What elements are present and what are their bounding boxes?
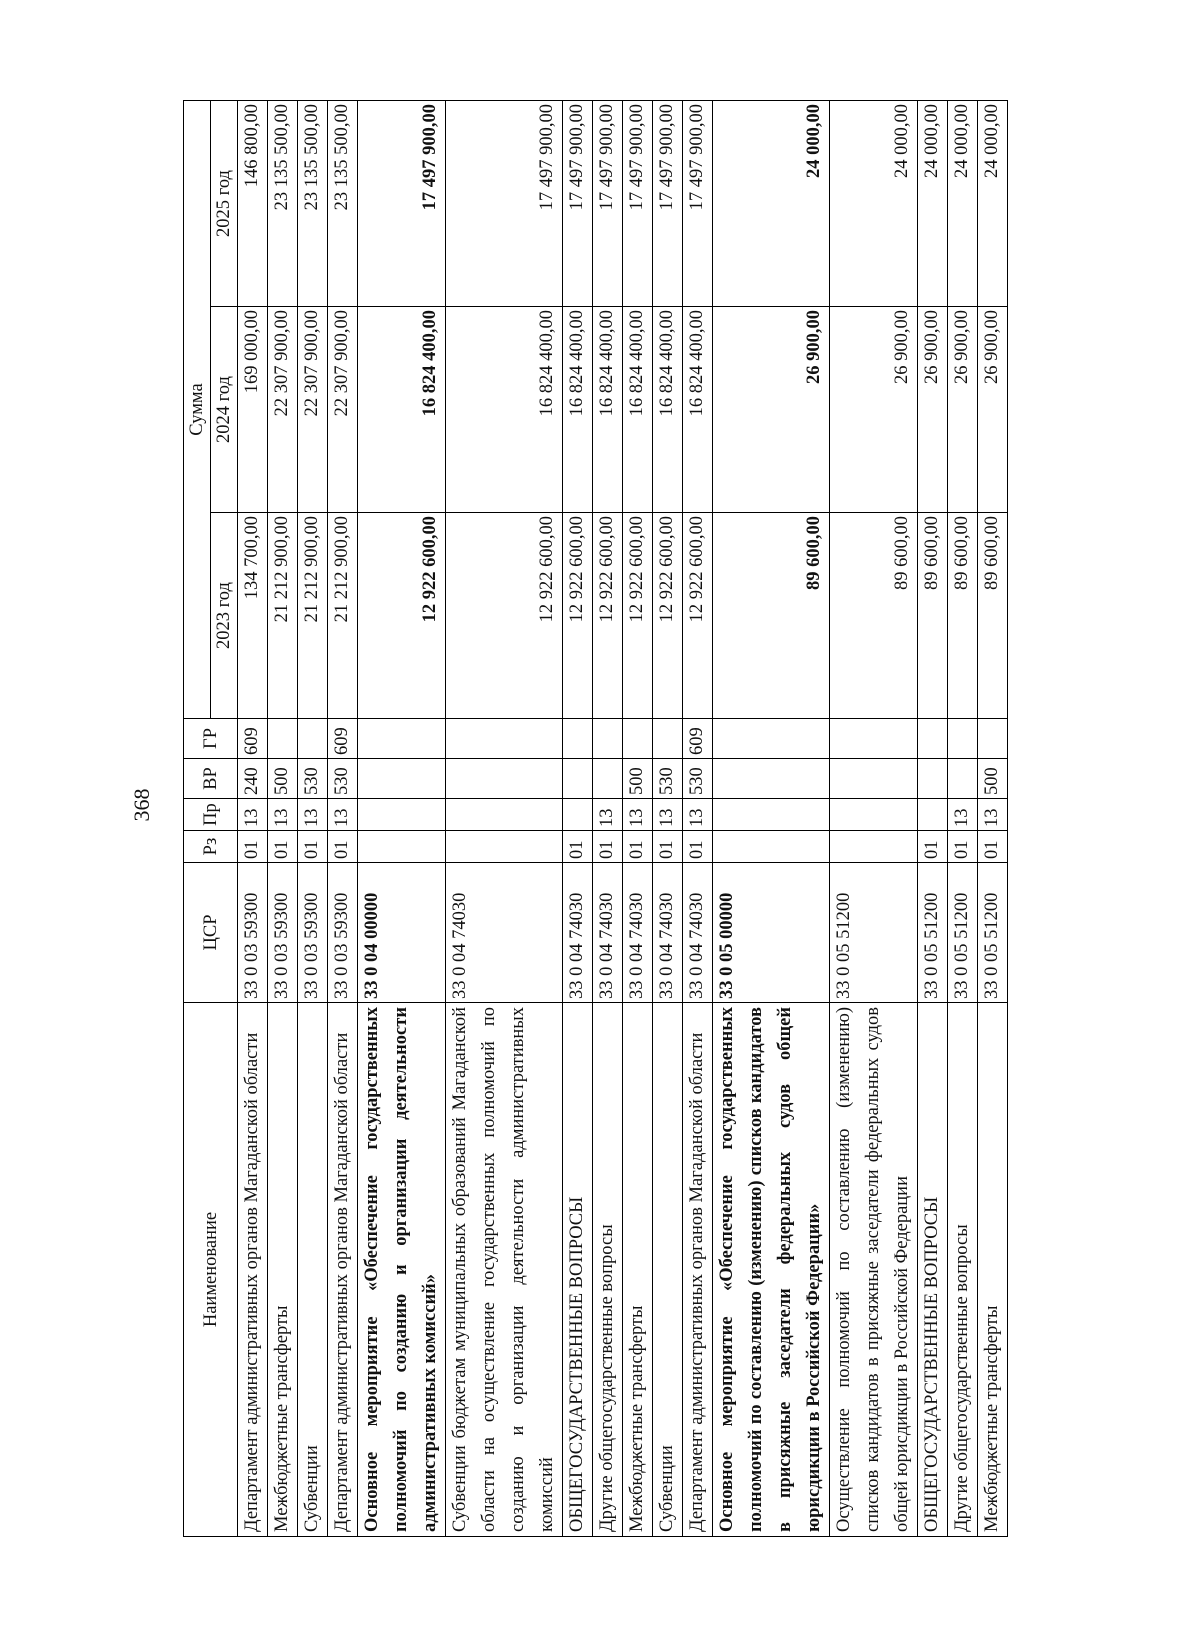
cell-csr: 33 0 04 74030: [683, 863, 713, 1003]
header-year-2024: 2024 год: [211, 307, 238, 513]
cell-2024: 26 900,00: [713, 307, 830, 513]
cell-csr: 33 0 04 74030: [446, 863, 563, 1003]
cell-2023: 12 922 600,00: [446, 513, 563, 719]
cell-vr: 530: [683, 759, 713, 799]
cell-pr: 13: [238, 799, 268, 831]
header-year-2025: 2025 год: [211, 100, 238, 306]
cell-name: Основное мероприятие «Обеспечение государственных полномочий по составлению (изменению) списков кандидатов в присяжные заседатели федеральных судов общей юрисдикции в Российской Федерации»: [713, 1003, 830, 1537]
cell-gr: 609: [683, 719, 713, 759]
table-row: [238, 100, 268, 1536]
cell-2024: 169 000,00: [238, 307, 268, 513]
cell-2024: 16 824 400,00: [593, 307, 623, 513]
cell-vr: 530: [298, 759, 328, 799]
cell-2023: 89 600,00: [830, 513, 918, 719]
cell-pr: [446, 799, 563, 831]
cell-2023: 21 212 900,00: [298, 513, 328, 719]
cell-2025: 17 497 900,00: [563, 100, 593, 306]
cell-rz: 01: [948, 831, 978, 863]
cell-gr: [948, 719, 978, 759]
cell-gr: [978, 719, 1008, 759]
cell-2023: 89 600,00: [948, 513, 978, 719]
cell-name: Основное мероприятие «Обеспечение государственных полномочий по созданию и организации деятельности административных комиссий»: [358, 1003, 446, 1537]
cell-rz: 01: [683, 831, 713, 863]
cell-pr: 13: [593, 799, 623, 831]
table-header: [184, 100, 238, 1536]
table-row: [298, 100, 328, 1536]
header-year-2023: 2023 год: [211, 513, 238, 719]
cell-name: Субвенции: [653, 1003, 683, 1537]
table-row: [713, 100, 830, 1536]
cell-2023: 89 600,00: [978, 513, 1008, 719]
cell-2025: 17 497 900,00: [358, 100, 446, 306]
table-row: [978, 100, 1008, 1536]
cell-csr: 33 0 03 59300: [238, 863, 268, 1003]
table-row: [328, 100, 358, 1536]
cell-vr: [948, 759, 978, 799]
cell-pr: [713, 799, 830, 831]
cell-2023: 12 922 600,00: [593, 513, 623, 719]
cell-2023: 89 600,00: [918, 513, 948, 719]
cell-vr: 530: [653, 759, 683, 799]
cell-name: Субвенции бюджетам муниципальных образований Магаданской области на осуществление государственных полномочий по созданию и организации деятельности административных комиссий: [446, 1003, 563, 1537]
cell-2025: 17 497 900,00: [653, 100, 683, 306]
header-rz: Рз: [184, 831, 238, 863]
cell-gr: [918, 719, 948, 759]
cell-2023: 89 600,00: [713, 513, 830, 719]
cell-rz: [713, 831, 830, 863]
cell-name: Департамент административных органов Магаданской области: [328, 1003, 358, 1537]
cell-gr: [830, 719, 918, 759]
cell-rz: [830, 831, 918, 863]
cell-gr: [268, 719, 298, 759]
cell-csr: 33 0 05 51200: [978, 863, 1008, 1003]
cell-2025: 17 497 900,00: [593, 100, 623, 306]
cell-vr: [918, 759, 948, 799]
cell-2025: 23 135 500,00: [328, 100, 358, 306]
rotated-table-wrapper: [183, 101, 1073, 1537]
cell-pr: 13: [623, 799, 653, 831]
cell-name: Департамент административных органов Магаданской области: [238, 1003, 268, 1537]
cell-vr: 500: [268, 759, 298, 799]
cell-name: Другие общегосударственные вопросы: [948, 1003, 978, 1537]
header-sum: Сумма: [184, 100, 211, 718]
cell-gr: [446, 719, 563, 759]
cell-2024: 16 824 400,00: [623, 307, 653, 513]
cell-rz: 01: [653, 831, 683, 863]
cell-gr: [593, 719, 623, 759]
cell-2023: 21 212 900,00: [268, 513, 298, 719]
cell-rz: 01: [238, 831, 268, 863]
cell-2025: 23 135 500,00: [298, 100, 328, 306]
cell-name: Межбюджетные трансферты: [268, 1003, 298, 1537]
cell-pr: 13: [298, 799, 328, 831]
cell-pr: [358, 799, 446, 831]
cell-vr: 240: [238, 759, 268, 799]
cell-2023: 12 922 600,00: [683, 513, 713, 719]
cell-csr: 33 0 05 00000: [713, 863, 830, 1003]
cell-csr: 33 0 05 51200: [918, 863, 948, 1003]
cell-gr: [713, 719, 830, 759]
header-csr: ЦСР: [184, 863, 238, 1003]
table-row: [358, 100, 446, 1536]
cell-vr: 500: [623, 759, 653, 799]
table-row: [593, 100, 623, 1536]
cell-vr: 500: [978, 759, 1008, 799]
cell-2025: 24 000,00: [948, 100, 978, 306]
cell-pr: 13: [683, 799, 713, 831]
header-name: Наименование: [184, 1003, 238, 1537]
cell-pr: [918, 799, 948, 831]
table-row: [948, 100, 978, 1536]
cell-2024: 16 824 400,00: [653, 307, 683, 513]
cell-2024: 22 307 900,00: [328, 307, 358, 513]
cell-csr: 33 0 03 59300: [328, 863, 358, 1003]
cell-name: Осуществление полномочий по составлению (изменению) списков кандидатов в присяжные заседатели федеральных судов общей юрисдикции в Российской Федерации: [830, 1003, 918, 1537]
table-row: [623, 100, 653, 1536]
cell-csr: 33 0 04 00000: [358, 863, 446, 1003]
cell-2025: 24 000,00: [713, 100, 830, 306]
cell-name: ОБЩЕГОСУДАРСТВЕННЫЕ ВОПРОСЫ: [563, 1003, 593, 1537]
cell-vr: [563, 759, 593, 799]
cell-2024: 26 900,00: [978, 307, 1008, 513]
cell-rz: 01: [623, 831, 653, 863]
cell-2025: 17 497 900,00: [683, 100, 713, 306]
cell-rz: 01: [918, 831, 948, 863]
cell-2025: 146 800,00: [238, 100, 268, 306]
cell-csr: 33 0 05 51200: [830, 863, 918, 1003]
cell-2025: 24 000,00: [978, 100, 1008, 306]
cell-2024: 16 824 400,00: [446, 307, 563, 513]
table-row: [830, 100, 918, 1536]
cell-2023: 12 922 600,00: [563, 513, 593, 719]
cell-2023: 134 700,00: [238, 513, 268, 719]
cell-gr: 609: [328, 719, 358, 759]
table-body: [238, 100, 1008, 1536]
cell-vr: [358, 759, 446, 799]
header-gr: ГР: [184, 719, 238, 759]
cell-csr: 33 0 04 74030: [653, 863, 683, 1003]
budget-table: [183, 100, 1008, 1537]
cell-2024: 16 824 400,00: [358, 307, 446, 513]
cell-2025: 17 497 900,00: [446, 100, 563, 306]
cell-vr: [446, 759, 563, 799]
cell-pr: 13: [328, 799, 358, 831]
cell-gr: [358, 719, 446, 759]
cell-2024: 26 900,00: [918, 307, 948, 513]
table-row: [918, 100, 948, 1536]
cell-gr: [653, 719, 683, 759]
cell-2025: 24 000,00: [918, 100, 948, 306]
cell-name: Другие общегосударственные вопросы: [593, 1003, 623, 1537]
cell-csr: 33 0 04 74030: [563, 863, 593, 1003]
cell-name: ОБЩЕГОСУДАРСТВЕННЫЕ ВОПРОСЫ: [918, 1003, 948, 1537]
cell-gr: 609: [238, 719, 268, 759]
cell-csr: 33 0 03 59300: [298, 863, 328, 1003]
cell-csr: 33 0 04 74030: [623, 863, 653, 1003]
cell-pr: [563, 799, 593, 831]
cell-rz: 01: [563, 831, 593, 863]
cell-rz: 01: [978, 831, 1008, 863]
header-pr: Пр: [184, 799, 238, 831]
cell-2023: 12 922 600,00: [653, 513, 683, 719]
table-row: [268, 100, 298, 1536]
table-row: [563, 100, 593, 1536]
cell-rz: [358, 831, 446, 863]
cell-name: Департамент административных органов Магаданской области: [683, 1003, 713, 1537]
cell-2025: 24 000,00: [830, 100, 918, 306]
cell-csr: 33 0 04 74030: [593, 863, 623, 1003]
cell-rz: 01: [268, 831, 298, 863]
cell-2024: 22 307 900,00: [268, 307, 298, 513]
cell-rz: 01: [593, 831, 623, 863]
header-vr: ВР: [184, 759, 238, 799]
cell-gr: [298, 719, 328, 759]
cell-gr: [563, 719, 593, 759]
table-row: [653, 100, 683, 1536]
cell-2023: 12 922 600,00: [623, 513, 653, 719]
cell-name: Межбюджетные трансферты: [623, 1003, 653, 1537]
cell-2023: 21 212 900,00: [328, 513, 358, 719]
cell-csr: 33 0 03 59300: [268, 863, 298, 1003]
cell-name: Субвенции: [298, 1003, 328, 1537]
table-row: [683, 100, 713, 1536]
cell-csr: 33 0 05 51200: [948, 863, 978, 1003]
cell-2025: 17 497 900,00: [623, 100, 653, 306]
cell-pr: [830, 799, 918, 831]
cell-2024: 26 900,00: [830, 307, 918, 513]
table-row: [446, 100, 563, 1536]
cell-pr: 13: [948, 799, 978, 831]
cell-rz: 01: [298, 831, 328, 863]
cell-pr: 13: [978, 799, 1008, 831]
cell-vr: [593, 759, 623, 799]
cell-2023: 12 922 600,00: [358, 513, 446, 719]
cell-pr: 13: [653, 799, 683, 831]
cell-2024: 16 824 400,00: [563, 307, 593, 513]
cell-2024: 26 900,00: [948, 307, 978, 513]
cell-pr: 13: [268, 799, 298, 831]
cell-vr: [713, 759, 830, 799]
cell-rz: 01: [328, 831, 358, 863]
cell-name: Межбюджетные трансферты: [978, 1003, 1008, 1537]
cell-vr: [830, 759, 918, 799]
cell-2024: 22 307 900,00: [298, 307, 328, 513]
cell-2025: 23 135 500,00: [268, 100, 298, 306]
cell-vr: 530: [328, 759, 358, 799]
cell-rz: [446, 831, 563, 863]
cell-gr: [623, 719, 653, 759]
page-number: 368: [129, 788, 154, 822]
cell-2024: 16 824 400,00: [683, 307, 713, 513]
